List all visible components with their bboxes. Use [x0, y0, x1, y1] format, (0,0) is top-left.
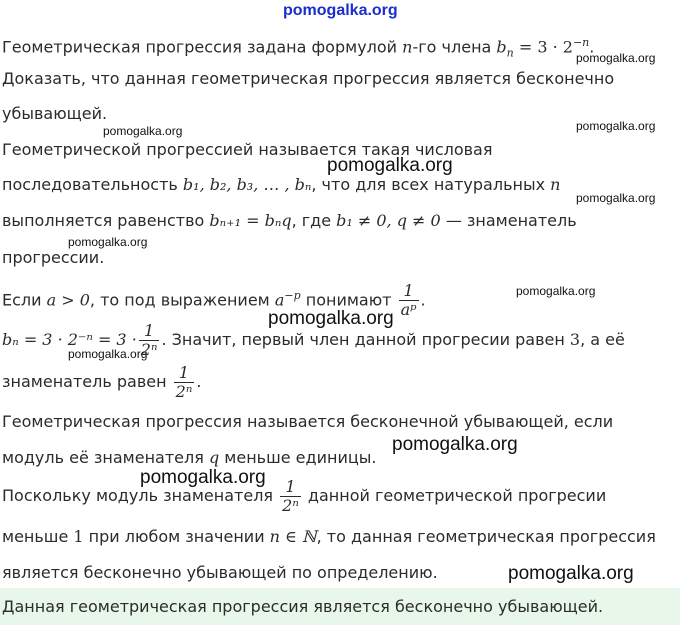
problem-line-3: убывающей. — [2, 104, 108, 123]
definition-line-4: прогрессии. — [2, 248, 105, 267]
fraction-denominator: 2ⁿ — [140, 340, 158, 359]
first-term: 3 — [569, 330, 581, 349]
watermark: pomogalka.org — [392, 434, 518, 455]
conclusion-line-3: является бесконечно убывающей по определению. — [2, 563, 438, 582]
infinite-def-text: модуль её знаменателя — [2, 448, 209, 467]
watermark: pomogalka.org — [327, 155, 453, 176]
problem-text: -го члена — [412, 37, 497, 57]
fraction-numerator: 1 — [280, 478, 301, 497]
watermark-top-link[interactable]: pomogalka.org — [283, 2, 398, 19]
formula-sub: n — [506, 46, 514, 60]
math-one: 1 — [73, 527, 84, 546]
math-q: q — [208, 448, 220, 467]
fraction-numerator: 1 — [399, 282, 419, 301]
conclusion-line-1 — [2, 478, 606, 515]
watermark: pomogalka.org — [68, 347, 148, 361]
infinite-def-text: меньше единицы. — [219, 448, 377, 467]
watermark: pomogalka.org — [103, 124, 183, 138]
definition-text: , что для всех натуральных — [311, 175, 551, 194]
power-line — [2, 278, 426, 319]
fraction — [139, 322, 160, 359]
infinite-def-line-2 — [2, 448, 376, 468]
watermark: pomogalka.org — [516, 284, 596, 298]
power-text: Если — [2, 290, 47, 310]
watermark: pomogalka.org — [576, 51, 656, 65]
solution-text: , а её — [580, 330, 625, 349]
conclusion-text: , то данная геометрическая прогрессия — [316, 527, 656, 546]
definition-text: выполняется равенство — [2, 211, 210, 230]
solution-text: . Значит, первый член данной прогресии равен — [161, 330, 570, 349]
definition-line-2 — [2, 175, 560, 195]
fraction-denominator: 2ⁿ — [175, 382, 193, 401]
watermark: pomogalka.org — [508, 563, 634, 584]
solution-end: . — [196, 372, 202, 391]
power-exp: −p — [284, 289, 301, 302]
definition-text: , где — [291, 211, 337, 230]
power-expr: a — [274, 290, 285, 310]
solution-text: знаменатель равен — [2, 372, 172, 391]
watermark: pomogalka.org — [68, 235, 148, 249]
watermark: pomogalka.org — [140, 467, 266, 488]
power-text: , то под выражением — [89, 290, 275, 310]
power-text: понимают — [300, 290, 397, 310]
fraction-denominator: aᵖ — [400, 300, 417, 320]
power-condition: a > 0 — [46, 290, 90, 310]
sequence-formula: b₁, b₂, b₃, … , bₙ — [182, 175, 312, 194]
membership-formula: n ∈ ℕ — [269, 527, 317, 546]
definition-line-3 — [2, 211, 577, 231]
conclusion-text: данной геометрической прогресии — [302, 486, 607, 505]
definition-line-1: Геометрической прогрессией называется такая числовая — [2, 140, 493, 159]
fraction — [399, 282, 419, 319]
conclusion-line-2 — [2, 527, 656, 547]
problem-line-1 — [2, 33, 594, 64]
watermark: pomogalka.org — [268, 308, 394, 329]
watermark: pomogalka.org — [576, 119, 656, 133]
conclusion-text: при любом значении — [83, 527, 270, 546]
formula-bn: b — [496, 37, 507, 57]
answer-text: Данная геометрическая прогрессия является бесконечно убывающей. — [2, 597, 604, 616]
formula-end: . — [589, 37, 595, 57]
fraction-denominator: 2ⁿ — [282, 496, 299, 515]
solution-line-1 — [2, 322, 625, 359]
fraction — [174, 364, 195, 401]
formula-rhs: = 3 · 2 — [513, 37, 573, 57]
conclusion-text: меньше — [2, 527, 74, 546]
problem-text: Геометрическая прогрессия задана формулой — [2, 37, 403, 57]
formula-exp: −n — [572, 36, 590, 49]
conclusion-text: Поскольку модуль знаменателя — [2, 486, 279, 505]
conditions-formula: b₁ ≠ 0, q ≠ 0 — [336, 211, 441, 230]
fraction-numerator: 1 — [139, 322, 160, 341]
infinite-def-line-1: Геометрическая прогрессия называется бесконечной убывающей, если — [2, 412, 614, 431]
answer-box — [0, 588, 680, 625]
fraction-numerator: 1 — [174, 364, 195, 383]
equality-formula: bₙ₊₁ = bₙq — [209, 211, 292, 230]
solution-line-2 — [2, 364, 201, 401]
power-end: . — [420, 290, 426, 310]
math-n: n — [550, 175, 561, 194]
definition-text: — знаменатель — [440, 211, 577, 230]
fraction — [280, 478, 301, 515]
watermark: pomogalka.org — [576, 191, 656, 205]
solution-formula: bₙ = 3 · 2⁻ⁿ = 3 · — [2, 330, 137, 349]
math-n: n — [402, 37, 413, 57]
definition-text: последовательность — [2, 175, 183, 194]
problem-line-2: Доказать, что данная геометрическая прогрессия является бесконечно — [2, 69, 615, 88]
